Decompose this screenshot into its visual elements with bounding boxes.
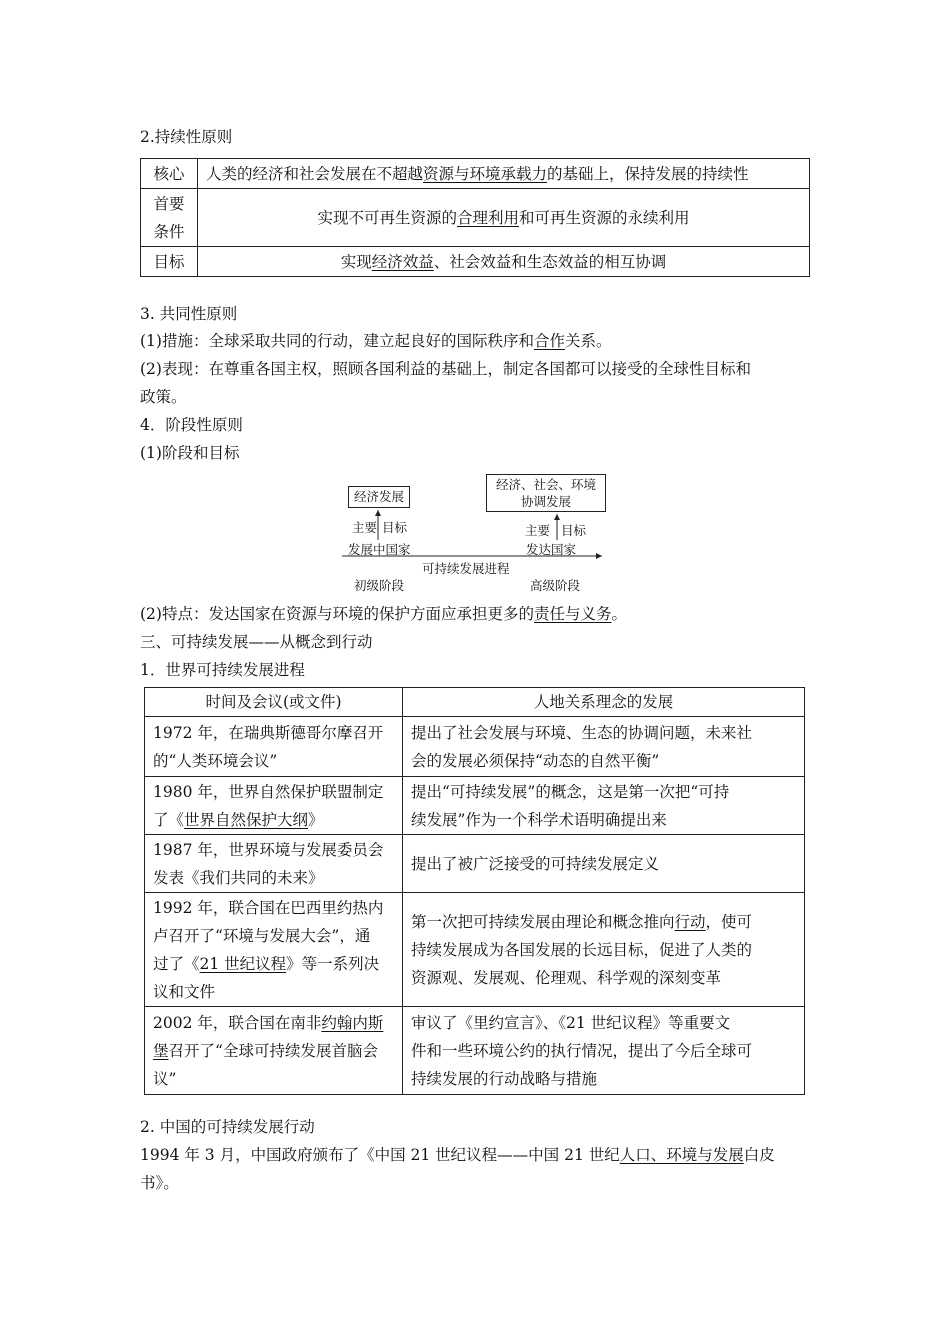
underlined-term: 责任与义务 <box>533 605 612 623</box>
sustainability-table <box>140 158 810 277</box>
col-header: 时间及会议(或文件) <box>145 688 403 717</box>
row-key-line: 首要 <box>153 194 185 213</box>
underlined-term: 合作 <box>533 332 565 350</box>
cell-line: 持续发展的行动战略与措施 <box>411 1069 598 1088</box>
cell-line: 1972 年，在瑞典斯德哥尔摩召开 <box>153 723 384 742</box>
cell-line: 续发展”作为一个科学术语明确提出来 <box>411 810 667 829</box>
label-main-right: 主要 <box>525 523 551 538</box>
label-target-right: 目标 <box>561 523 587 538</box>
underlined-term: 合理利用 <box>456 208 519 227</box>
cell-line: 的“人类环境会议” <box>153 751 278 770</box>
table-row <box>145 1007 805 1095</box>
text-post: 的基础上，保持发展的持续性 <box>547 164 749 183</box>
table-row <box>145 717 805 777</box>
row-value <box>198 247 810 277</box>
text-pre: 1994 年 3 月，中国政府颁布了《中国 21 世纪议程——中国 21 世纪 <box>140 1146 620 1164</box>
underlined-term: 行动 <box>674 912 706 931</box>
paragraph-line: (2)表现：在尊重各国主权，照顾各国利益的基础上，制定各国都可以接受的全球性目标和 <box>140 360 751 378</box>
text-pre: (2)特点：发达国家在资源与环境的保护方面应承担更多的 <box>140 605 534 623</box>
cell-left <box>145 717 403 777</box>
text-post: 关系。 <box>564 332 612 350</box>
row-key-line: 条件 <box>153 222 185 241</box>
text-post: 、社会效益和生态效益的相互协调 <box>433 252 667 271</box>
text-pre: (1)措施：全球采取共同的行动，建立起良好的国际秩序和 <box>140 332 534 350</box>
box-economic-development: 经济发展 <box>348 486 410 508</box>
section-heading-common: 3. 共同性原则 <box>140 305 238 323</box>
underlined-term: 经济效益 <box>371 252 434 271</box>
cell-left: 2002 年，联合国在南非约翰内斯 堡召开了“全球可持续发展首脑会 议” <box>145 1007 403 1095</box>
table-row <box>141 159 810 189</box>
table-row <box>145 777 805 835</box>
label-main-left: 主要 <box>352 520 378 535</box>
part-heading: 三、可持续发展——从概念到行动 <box>140 633 373 651</box>
cell-line: 卢召开了“环境与发展大会”，通 <box>153 926 371 945</box>
section-heading-stage: 4．阶段性原则 <box>140 416 243 434</box>
cell-line: 持续发展成为各国发展的长远目标，促进了人类的 <box>411 940 753 959</box>
row-key: 目标 <box>141 247 198 277</box>
table-row <box>145 835 805 893</box>
paragraph <box>140 327 612 355</box>
underlined-term: 世界自然保护大纲 <box>184 810 309 829</box>
section-heading-sustainability: 2.持续性原则 <box>140 128 233 146</box>
text-pre: 实现 <box>340 252 372 271</box>
table-row <box>145 893 805 1007</box>
table-header-row <box>145 688 805 717</box>
cell-left: 1980 年，世界自然保护联盟制定 了《世界自然保护大纲》 <box>145 777 403 835</box>
cell-line: 发表《我们共同的未来》 <box>153 868 324 887</box>
row-value <box>198 159 810 189</box>
text-pre: 人类的经济和社会发展在不超越 <box>206 164 424 183</box>
text-post: 和可再生资源的永续利用 <box>519 208 690 227</box>
cell-right <box>403 835 805 893</box>
row-key: 核心 <box>141 159 198 189</box>
cell-right <box>403 777 805 835</box>
label-developed-country: 发达国家 <box>526 542 577 557</box>
cell-right: 第一次把可持续发展由理论和概念推向行动，使可 持续发展成为各国发展的长远目标，促进了人类的 资源观、发展观、伦理观、科学观的深刻变革 <box>403 893 805 1007</box>
cell-line: 1987 年，世界环境与发展委员会 <box>153 840 384 859</box>
paragraph <box>140 1141 775 1169</box>
underlined-term: 资源与环境承载力 <box>423 164 548 183</box>
cell-line: 1992 年，联合国在巴西里约热内 <box>153 898 384 917</box>
text-post: 。 <box>611 605 627 623</box>
paragraph <box>140 600 627 628</box>
label-developing-country: 发展中国家 <box>348 542 411 557</box>
box-line: 经济、社会、环境 <box>495 477 596 492</box>
text-post: 白皮 <box>743 1146 775 1164</box>
cell-line: 审议了《里约宣言》、《21 世纪议程》等重要文 <box>411 1013 731 1032</box>
underlined-term: 约翰内斯 <box>321 1013 384 1032</box>
cell-line: 会的发展必须保持“动态的自然平衡” <box>411 751 660 770</box>
cell-left <box>145 835 403 893</box>
underlined-term: 21 世纪议程 <box>199 954 287 973</box>
label-target-left: 目标 <box>382 520 408 535</box>
underlined-term: 人口、环境与发展 <box>619 1146 744 1164</box>
paragraph-line: 政策。 <box>140 388 187 406</box>
cell-line: 件和一些环境公约的执行情况，提出了今后全球可 <box>411 1041 753 1060</box>
cell-line: 提出了被广泛接受的可持续发展定义 <box>411 854 660 873</box>
label-process: 可持续发展进程 <box>422 561 510 576</box>
col-header: 人地关系理念的发展 <box>403 688 805 717</box>
paragraph-line: 书》。 <box>140 1174 179 1192</box>
label-stage-primary: 初级阶段 <box>354 578 405 593</box>
label-stage-advanced: 高级阶段 <box>530 578 581 593</box>
cell-right <box>403 1007 805 1095</box>
world-progress-table <box>144 687 805 1095</box>
cell-line: 提出了社会发展与环境、生态的协调问题，未来社 <box>411 723 753 742</box>
row-value <box>198 189 810 247</box>
sub-heading: 1．世界可持续发展进程 <box>140 661 305 679</box>
row-key <box>141 189 198 247</box>
table-row <box>141 247 810 277</box>
text-pre: 实现不可再生资源的 <box>317 208 457 227</box>
cell-line: 提出“可持续发展”的概念，这是第一次把“可持 <box>411 782 730 801</box>
table-row <box>141 189 810 247</box>
cell-right <box>403 717 805 777</box>
sub-heading: (1)阶段和目标 <box>140 444 240 462</box>
cell-line: 资源观、发展观、伦理观、科学观的深刻变革 <box>411 968 722 987</box>
cell-line: 1980 年，世界自然保护联盟制定 <box>153 782 384 801</box>
sub-heading: 2. 中国的可持续发展行动 <box>140 1118 315 1136</box>
cell-line: 议和文件 <box>153 982 216 1001</box>
stage-diagram <box>330 468 630 598</box>
cell-line: 议” <box>153 1069 177 1088</box>
underlined-term: 堡 <box>153 1041 169 1060</box>
box-line: 协调发展 <box>520 494 571 509</box>
cell-left: 1992 年，联合国在巴西里约热内 卢召开了“环境与发展大会”，通 过了《21 世纪议程》等一系列决 议和文件 <box>145 893 403 1007</box>
